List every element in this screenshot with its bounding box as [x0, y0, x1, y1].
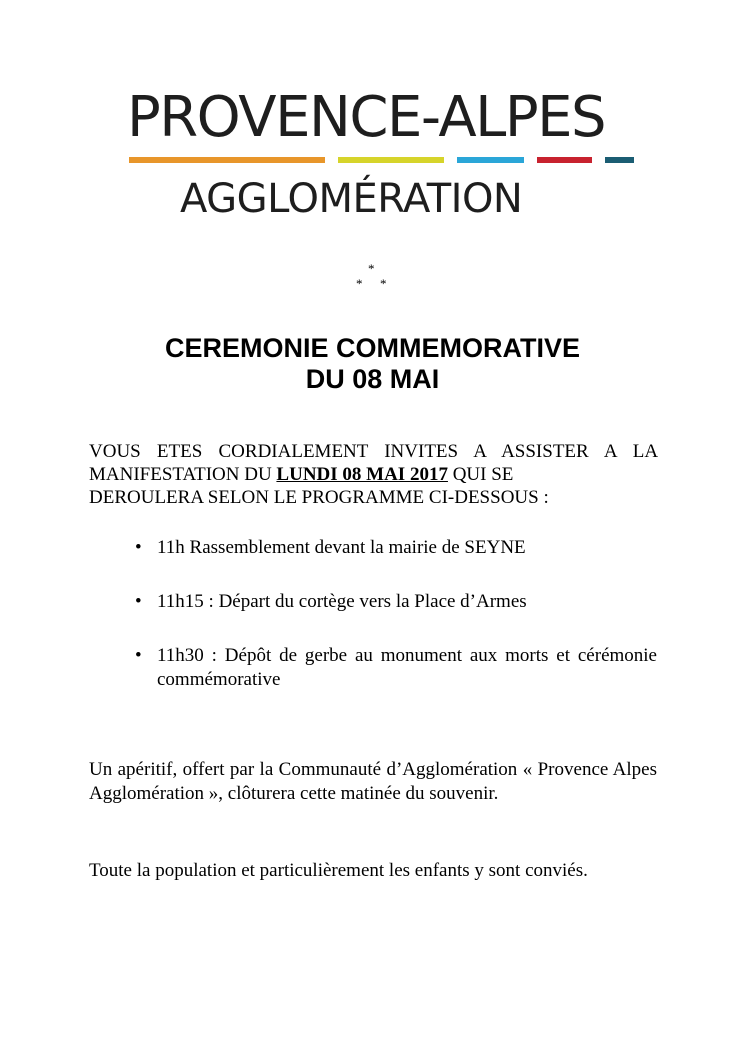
title-line-1: CEREMONIE COMMEMORATIVE [164, 333, 580, 363]
logo-bar-blue [457, 157, 524, 163]
program-item-text: 11h30 : Dépôt de gerbe au monument aux morts et cérémonie commémorative [157, 645, 657, 690]
logo-bar-orange [129, 157, 325, 163]
page-title [0, 333, 745, 395]
ornament-star: * [368, 261, 375, 276]
bullet-icon: • [135, 537, 142, 558]
program-list [89, 536, 657, 722]
intro-line-2-before: MANIFESTATION DU [89, 464, 277, 485]
agglomeration-logo [0, 0, 745, 230]
logo-bar-red [537, 157, 592, 163]
program-item [89, 644, 657, 692]
logo-bar-yellow [338, 157, 444, 163]
logo-subtitle: AGGLOMÉRATION [180, 176, 523, 222]
ornament-star: * [356, 276, 363, 291]
invitation-intro [89, 440, 657, 509]
bullet-icon: • [135, 591, 142, 612]
program-item [89, 536, 657, 560]
program-item-text: 11h Rassemblement devant la mairie de SEYNE [157, 537, 526, 558]
ornament-star: * [380, 276, 387, 291]
logo-title: PROVENCE-ALPES [127, 85, 606, 150]
intro-line-2-after: QUI SE [447, 464, 514, 485]
population-invitation-paragraph: Toute la population et particulièrement les enfants y sont conviés. [89, 860, 588, 881]
aperitif-paragraph: Un apéritif, offert par la Communauté d’Agglomération « Provence Alpes Agglomération », clôturera cette matinée du souvenir. [89, 759, 657, 804]
intro-line-3: DEROULERA SELON LE PROGRAMME CI-DESSOUS : [89, 487, 549, 508]
program-item-text: 11h15 : Départ du cortège vers la Place d’Armes [157, 591, 527, 612]
logo-bar-teal [605, 157, 634, 163]
program-item [89, 590, 657, 614]
title-line-2: DU 08 MAI [305, 364, 440, 394]
bullet-icon: • [135, 645, 142, 666]
event-date: LUNDI 08 MAI 2017 [276, 464, 448, 485]
intro-line-1: VOUS ETES CORDIALEMENT INVITES A ASSISTER A LA [89, 441, 657, 462]
